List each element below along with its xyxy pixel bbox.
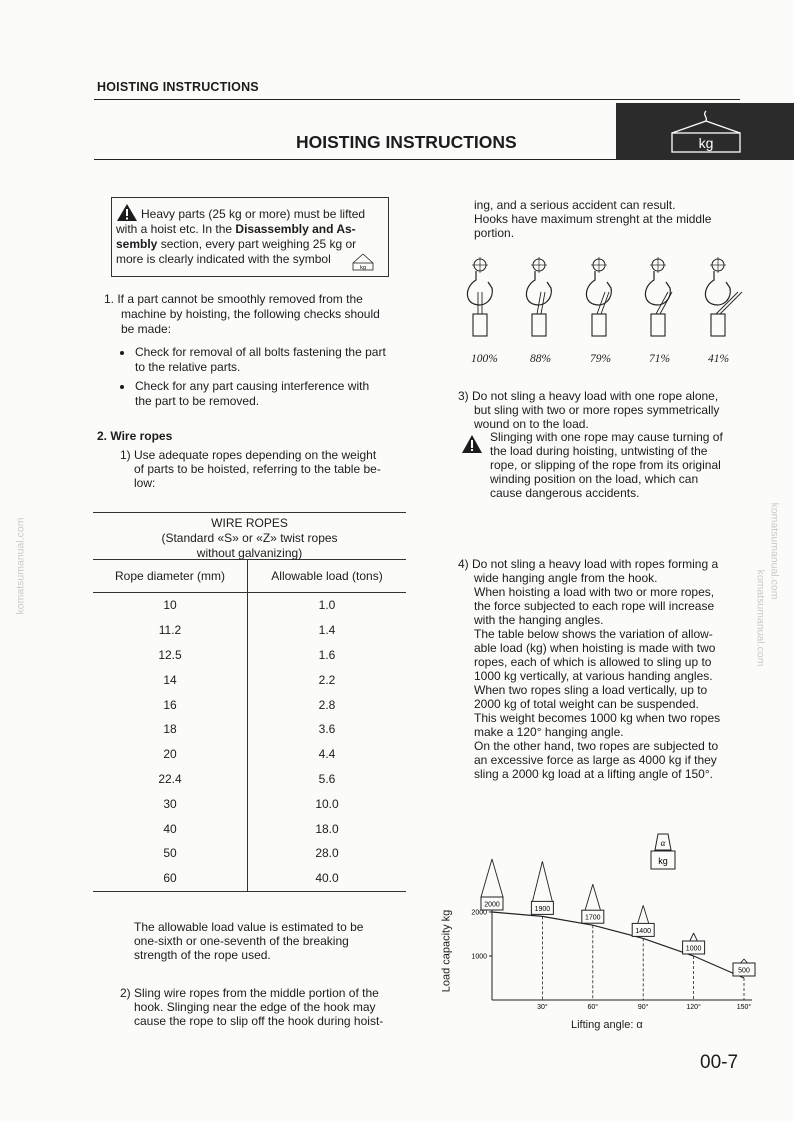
load-capacity-curve	[492, 912, 744, 978]
item3-warning-line-2: the load during hoisting, untwisting of the	[490, 444, 708, 458]
legend-kg-label: kg	[658, 856, 668, 866]
hook-icon	[467, 257, 492, 336]
bullet-dot	[120, 351, 124, 355]
item3-line-2: but sling with two or more ropes symmetrically	[474, 403, 720, 417]
rope-diameter-cell: 22.4	[93, 767, 248, 792]
load-box-group	[683, 933, 705, 954]
load-box-group	[481, 859, 503, 910]
item2-1-line-2: of parts to be hoisted, referring to the table be-	[134, 462, 381, 476]
ropes-grid	[93, 559, 406, 892]
item4-line: When two ropes sling a load vertically, up to	[474, 683, 708, 697]
rope-diameter-cell: 14	[93, 667, 248, 692]
estimate-line-2: one-sixth or one-seventh of the breaking	[134, 934, 349, 948]
item4-line: This weight becomes 1000 kg when two ropes	[474, 711, 721, 725]
item1-line-1: 1. If a part cannot be smoothly removed from the	[104, 292, 363, 306]
page-number: 00-7	[700, 1052, 739, 1073]
table-row	[93, 866, 406, 891]
item4-line: 1000 kg vertically, at various handing angles.	[474, 669, 713, 683]
item3-warning-line-4: winding position on the load, which can	[490, 472, 699, 486]
warning-line-4: more is clearly indicated with the symbol	[116, 252, 331, 266]
bullet-2-line-2: the part to be removed.	[135, 394, 260, 408]
alpha-kg-legend-icon	[651, 834, 675, 869]
sling-rope-right	[744, 959, 747, 963]
header-rule	[94, 99, 740, 100]
watermark-left: komatsumanual.com	[14, 517, 27, 615]
wire-ropes-table	[93, 512, 406, 892]
allowable-load-cell: 1.6	[318, 647, 336, 662]
sling-rope-right	[694, 933, 698, 941]
rope-diameter-cell: 40	[93, 816, 248, 841]
rope-diameter-cell: 16	[93, 692, 248, 717]
table-row	[93, 643, 406, 668]
x-tick-label: 90°	[637, 1004, 649, 1011]
chart-y-axis-label: Load capacity kg	[440, 909, 453, 993]
kg-banner-label: kg	[698, 135, 714, 151]
x-tick-label: 30°	[537, 1004, 548, 1011]
load-capacity-chart	[448, 830, 752, 1045]
load-box-label: 1700	[585, 914, 601, 922]
kg-hoist-banner	[616, 103, 794, 160]
alpha-label: α	[660, 838, 666, 848]
item4-line: ropes, each of which is allowed to sling up to	[474, 655, 712, 669]
item2-2-line-3: cause the rope to slip off the hook during hoist-	[134, 1014, 384, 1028]
item3-line-1: 3) Do not sling a heavy load with one rope alone,	[458, 389, 719, 403]
hook-icon	[526, 257, 551, 336]
warning-line-2: with a hoist etc. In the Disassembly and As-	[116, 222, 356, 236]
item4-line: able load (kg) when hoisting is made with two	[474, 641, 716, 655]
hook-percent-1: 100%	[471, 353, 498, 365]
load-box-label: 1400	[635, 927, 651, 935]
rope-diameter-cell: 50	[93, 841, 248, 866]
right-top-line-3: portion.	[474, 226, 515, 240]
item4-line: make a 120° hanging angle.	[474, 725, 624, 739]
hook-percent-2: 88%	[530, 353, 552, 365]
estimate-line-1: The allowable load value is estimated to be	[134, 920, 364, 934]
allowable-load-cell: 3.6	[318, 722, 336, 737]
item4-line: with the hanging angles.	[474, 613, 604, 627]
load-box-group	[733, 959, 755, 976]
chart-x-axis-label: Lifting angle: α	[571, 1019, 643, 1031]
item3-warning-line-3: rope, or slipping of the rope from its original	[490, 458, 721, 472]
table-row	[93, 593, 406, 618]
kg-symbol-label: kg	[360, 265, 366, 271]
y-tick-label: 2000	[471, 909, 487, 917]
item4-line: 2000 kg of total weight can be suspended.	[474, 697, 699, 711]
allowable-load-cell: 1.4	[318, 623, 336, 638]
col-header-load: Allowable load (tons)	[248, 560, 407, 593]
table-subtitle-2: without galvanizing)	[196, 546, 303, 560]
hook-percent-3: 79%	[590, 353, 612, 365]
table-title: WIRE ROPES	[211, 516, 288, 530]
table-caption	[93, 512, 406, 559]
table-row	[93, 717, 406, 742]
rope-diameter-cell: 11.2	[93, 618, 248, 643]
table-row	[93, 742, 406, 767]
rope-diameter-cell: 30	[93, 791, 248, 816]
hook-icon	[586, 257, 611, 336]
page-title: HOISTING INSTRUCTIONS	[296, 132, 517, 152]
x-tick-label: 150°	[736, 1004, 752, 1011]
allowable-load-cell: 18.0	[315, 821, 339, 836]
item4-line: the force subjected to each rope will increase	[474, 599, 715, 613]
allowable-load-cell: 28.0	[315, 846, 339, 861]
item3-warning-line-5: cause dangerous accidents.	[490, 486, 640, 500]
item2-1-line-1: 1) Use adequate ropes depending on the weight	[120, 448, 377, 462]
kg-symbol-icon	[350, 252, 376, 272]
sling-rope-right	[542, 861, 552, 901]
estimate-line-3: strength of the rope used.	[134, 948, 271, 962]
bullet-dot	[120, 385, 124, 389]
warning-line-3: sembly section, every part weighing 25 kg or	[116, 237, 357, 251]
bullet-1-line-1: Check for removal of all bolts fastening the part	[135, 345, 386, 359]
load-box-label: 1900	[534, 905, 551, 913]
item4-line: The table below shows the variation of allow-	[474, 627, 713, 641]
warning-triangle-icon	[116, 203, 138, 222]
item2-1-line-3: low:	[134, 476, 156, 490]
item4-line: 4) Do not sling a heavy load with ropes forming a	[458, 557, 719, 571]
warning-line-1: Heavy parts (25 kg or more) must be lifted	[141, 207, 366, 221]
sling-rope-left	[638, 905, 644, 923]
watermark-right-lower: komatsumanual.com	[754, 569, 767, 667]
allowable-load-cell: 5.6	[318, 771, 336, 786]
item4-line: wide hanging angle from the hook.	[474, 571, 658, 585]
item4-line: an excessive force as large as 4000 kg if they	[474, 753, 717, 767]
item4-line: When hoisting a load with two or more ropes,	[474, 585, 715, 599]
table-row	[93, 692, 406, 717]
allowable-load-cell: 40.0	[248, 866, 407, 891]
item4-line: sling a 2000 kg load at a lifting angle of 150°.	[474, 767, 713, 781]
right-top-line-1: ing, and a serious accident can result.	[474, 198, 676, 212]
warning-triangle-icon	[461, 434, 483, 454]
section-header: HOISTING INSTRUCTIONS	[97, 80, 259, 94]
hook-percent-4: 71%	[649, 353, 671, 365]
sling-rope-left	[533, 861, 543, 901]
hoist-kg-icon	[616, 103, 794, 160]
load-box-label: 2000	[484, 901, 500, 909]
item1-line-3: be made:	[121, 322, 172, 336]
load-box-group	[582, 884, 604, 923]
item1-line-2: machine by hoisting, the following checks should	[121, 307, 380, 321]
item3-warning-line-1: Slinging with one rope may cause turning of	[490, 430, 723, 444]
rope-diameter-cell: 20	[93, 742, 248, 767]
load-box-label: 1000	[685, 945, 702, 953]
item2-2-line-2: hook. Slinging near the edge of the hook may	[134, 1000, 376, 1014]
hook-icon	[705, 257, 742, 336]
item2-2-line-1: 2) Sling wire ropes from the middle portion of the	[120, 986, 379, 1000]
sling-rope-right	[643, 905, 649, 923]
load-box-group	[531, 861, 553, 914]
sling-rope-right	[492, 859, 503, 897]
y-tick-label: 1000	[471, 953, 487, 961]
table-row	[93, 618, 406, 643]
table-subtitle-1: (Standard «S» or «Z» twist ropes	[161, 531, 338, 545]
allowable-load-cell: 2.2	[318, 672, 336, 687]
sling-rope-left	[741, 959, 744, 963]
bullet-1-line-2: to the relative parts.	[135, 360, 241, 374]
rope-diameter-cell: 12.5	[93, 643, 248, 668]
x-tick-label: 120°	[686, 1004, 701, 1011]
table-row	[93, 667, 406, 692]
rope-diameter-cell: 60	[93, 866, 248, 891]
table-row	[93, 791, 406, 816]
rope-diameter-cell: 18	[93, 717, 248, 742]
rope-diameter-cell: 10	[93, 593, 248, 618]
load-box-group	[632, 905, 654, 936]
allowable-load-cell: 2.8	[318, 697, 336, 712]
watermark-right: komatsumanual.com	[768, 502, 781, 600]
allowable-load-cell: 1.0	[318, 598, 336, 613]
table-row	[93, 841, 406, 866]
load-box-label: 500	[738, 967, 750, 975]
sling-rope-left	[481, 859, 492, 897]
allowable-load-cell: 10.0	[315, 796, 339, 811]
col-header-diameter: Rope diameter (mm)	[93, 560, 248, 593]
table-row	[93, 816, 406, 841]
title-rule	[94, 159, 616, 160]
sling-rope-left	[690, 933, 694, 941]
right-top-line-2: Hooks have maximum strenght at the middle	[474, 212, 712, 226]
bullet-2-line-1: Check for any part causing interference with	[135, 379, 370, 393]
table-row	[93, 767, 406, 792]
item4-line: On the other hand, two ropes are subjected to	[474, 739, 719, 753]
item3-line-3: wound on to the load.	[474, 417, 589, 431]
allowable-load-cell: 4.4	[318, 747, 336, 762]
sling-rope-left	[585, 884, 593, 910]
x-tick-label: 60°	[587, 1004, 599, 1011]
sling-rope-right	[593, 884, 601, 910]
item2-heading: 2. Wire ropes	[97, 429, 173, 443]
hook-percent-5: 41%	[708, 353, 730, 365]
hook-icon	[645, 257, 672, 336]
